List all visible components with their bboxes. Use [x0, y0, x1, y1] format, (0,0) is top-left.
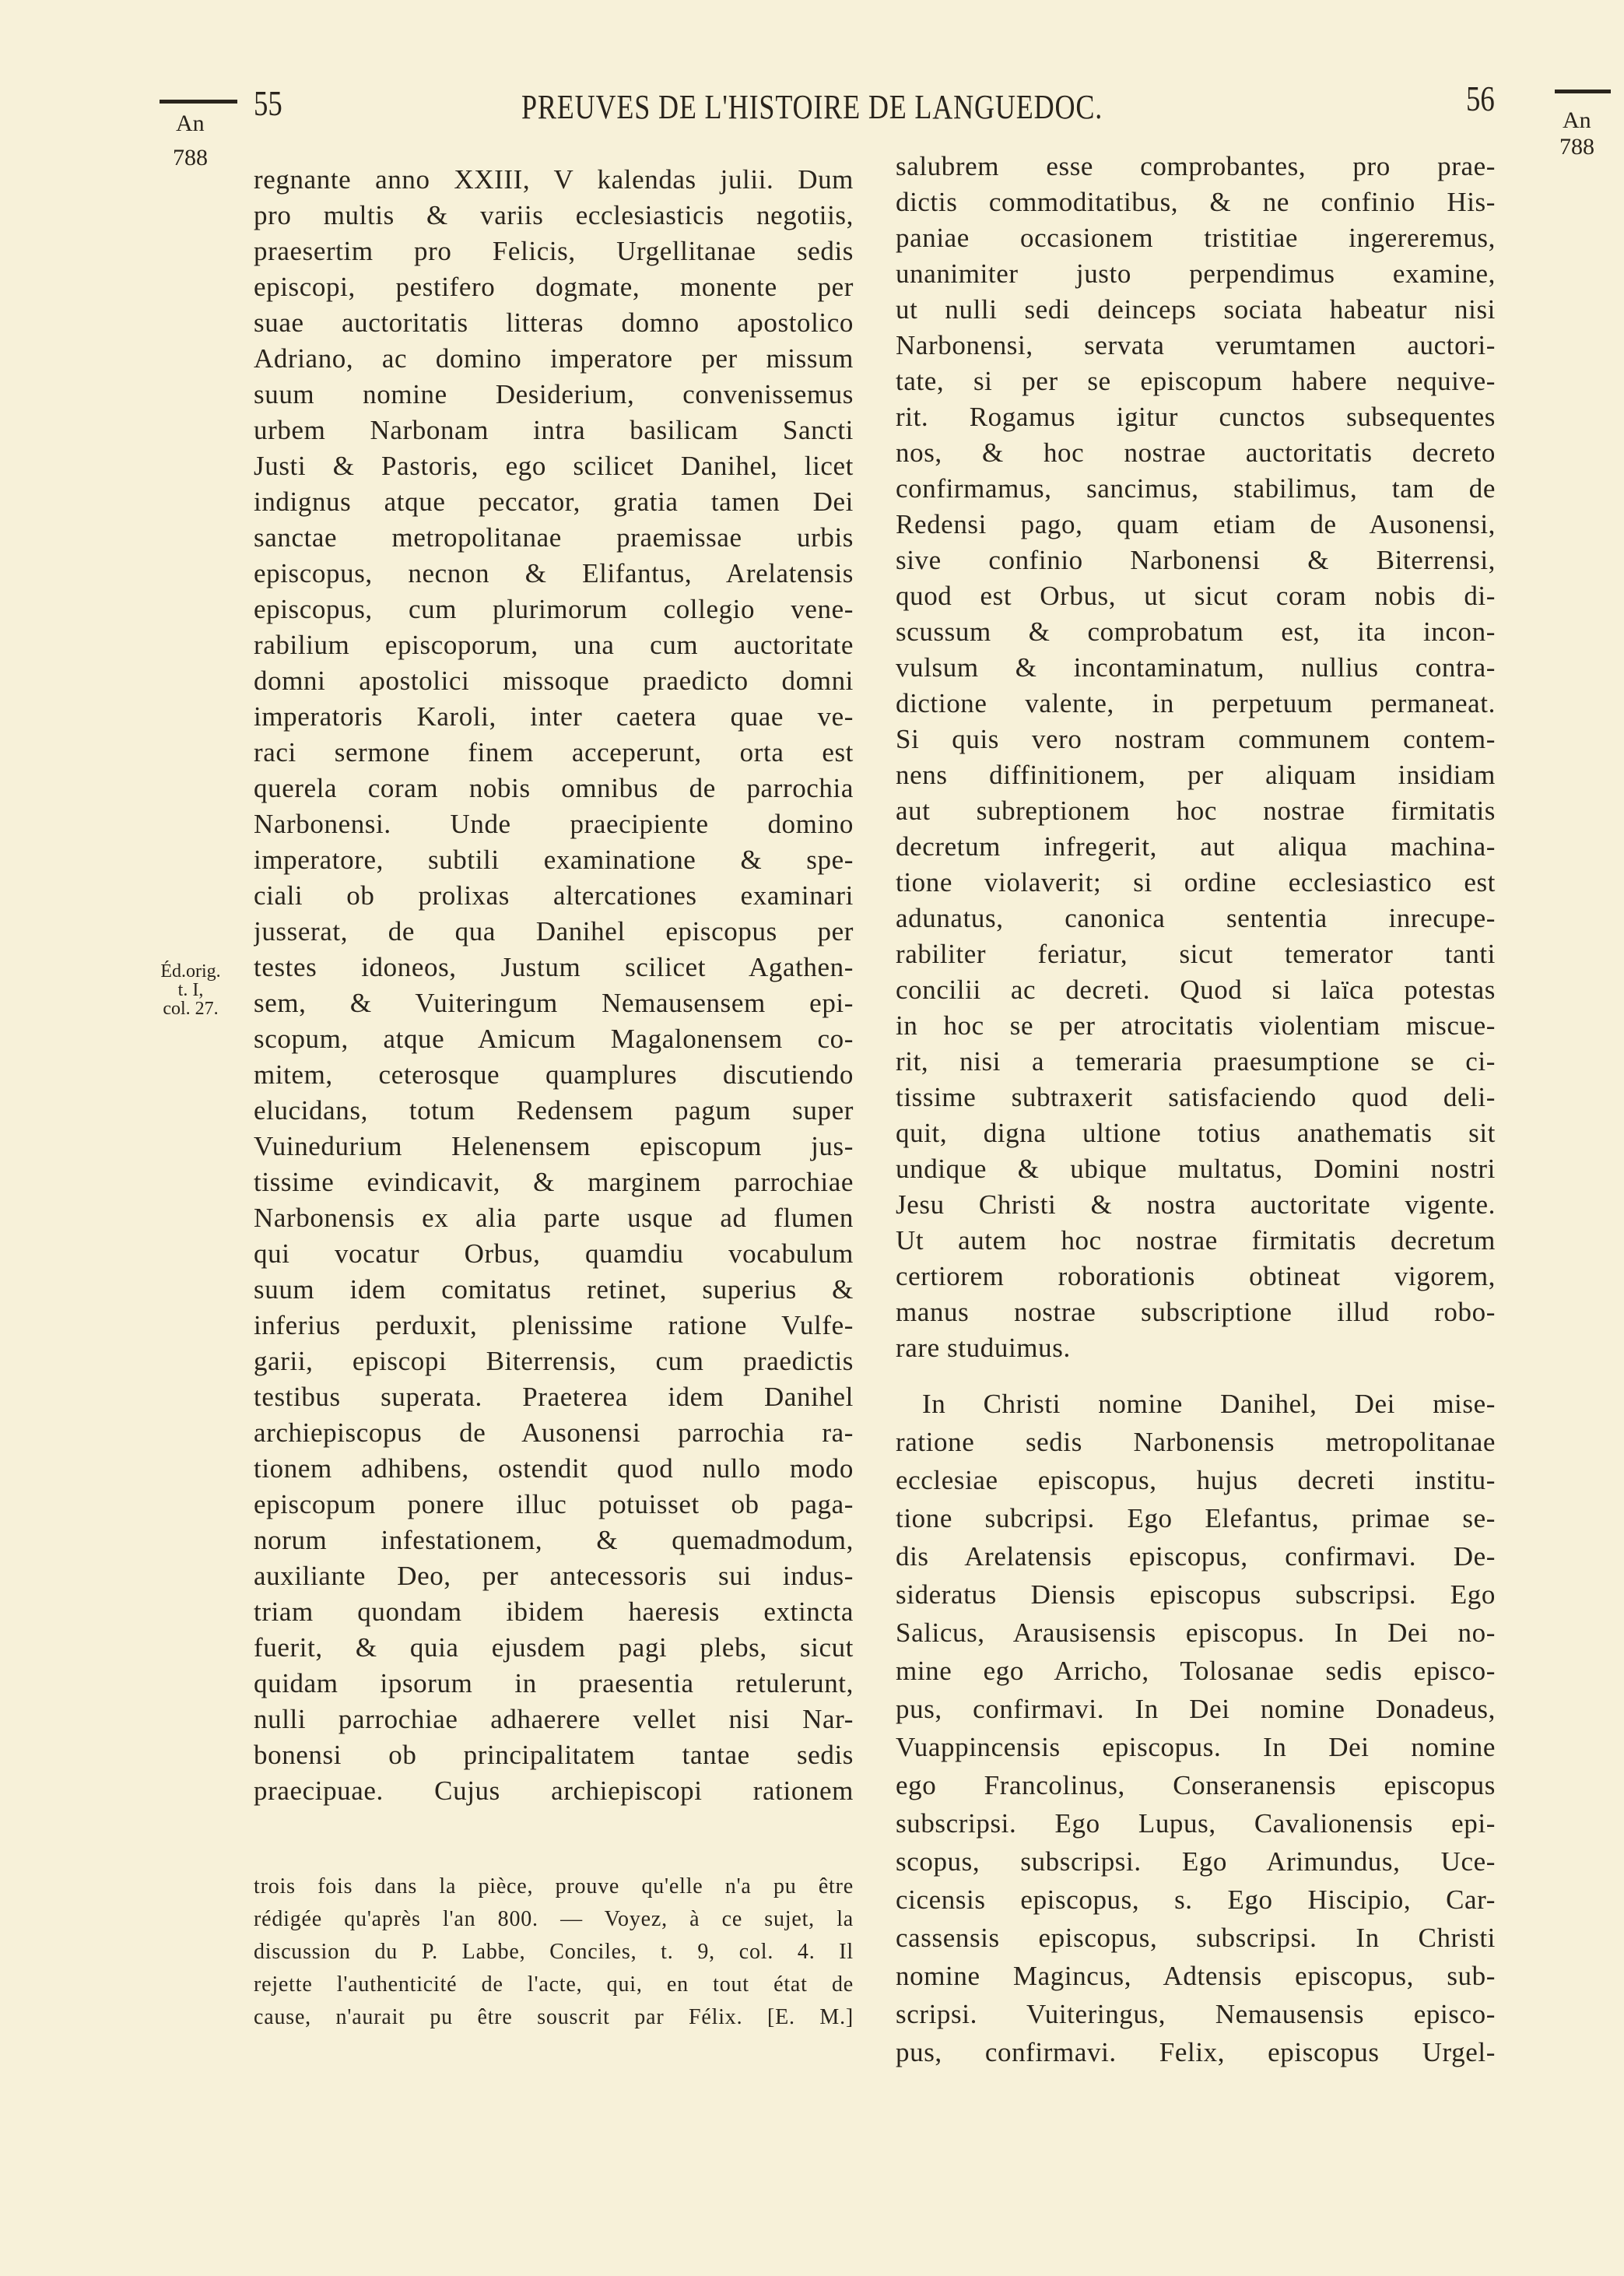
text-line: ratione sedis Narbonensis metropolitanae [896, 1427, 1496, 1457]
text-line: subscripsi. Ego Lupus, Cavalionensis epi- [896, 1808, 1496, 1839]
text-line: qui vocatur Orbus, quamdiu vocabulum [254, 1238, 854, 1269]
text-line: Narbonensis ex alia parte usque ad flumen [254, 1203, 854, 1233]
text-line: fuerit, & quia ejusdem pagi plebs, sicut [254, 1632, 854, 1663]
running-title-text: PREUVES DE L'HISTOIRE DE LANGUEDOC. [521, 88, 1103, 126]
text-line: episcopum ponere illuc potuisset ob paga- [254, 1489, 854, 1519]
text-line: Narbonensi. Unde praecipiente domino [254, 809, 854, 839]
text-line: jusserat, de qua Danihel episcopus per [254, 916, 854, 947]
running-title [0, 87, 1624, 127]
text-line: paniae occasionem tristitiae ingereremus, [896, 223, 1496, 253]
text-line: tione violaverit; si ordine ecclesiastico est [896, 867, 1496, 897]
text-line: ciali ob prolixas altercationes examinari [254, 880, 854, 911]
left-column-text [254, 162, 854, 1809]
text-line: norum infestationem, & quemadmodum, [254, 1525, 854, 1555]
text-line: ego Francolinus, Conseranensis episcopus [896, 1770, 1496, 1800]
text-line: rare studuimus. [896, 1333, 1071, 1363]
text-line: Narbonensi, servata verumtamen auctori- [896, 330, 1496, 360]
text-line: decretum infregerit, aut aliqua machina- [896, 831, 1496, 862]
text-line: rit, nisi a temeraria praesumptione se ci- [896, 1046, 1496, 1077]
text-line: Justi & Pastoris, ego scilicet Danihel, licet [254, 451, 854, 481]
text-line: auxiliante Deo, per antecessoris sui indus- [254, 1561, 854, 1591]
text-line: mine ego Arricho, Tolosanae sedis episco- [896, 1656, 1496, 1686]
text-line: aut subreptionem hoc nostrae firmitatis [896, 796, 1496, 826]
text-line: praecipuae. Cujus archiepiscopi rationem [254, 1775, 854, 1806]
text-line: indignus atque peccator, gratia tamen Dei [254, 486, 854, 517]
text-line: querela coram nobis omnibus de parrochia [254, 773, 854, 803]
text-line: tionem adhibens, ostendit quod nullo modo [254, 1453, 854, 1484]
text-line: dictione valente, in perpetuum permaneat. [896, 688, 1496, 718]
text-line: raci sermone finem acceperunt, orta est [254, 737, 854, 767]
text-line: in hoc se per atrocitatis violentiam miscue- [896, 1010, 1496, 1041]
text-line: rabilium episcoporum, una cum auctoritate [254, 630, 854, 660]
text-line: adunatus, canonica sententia inrecupe- [896, 903, 1496, 933]
text-line: certiorem roborationis obtineat vigorem, [896, 1261, 1496, 1291]
text-line: episcopi, pestifero dogmate, monente per [254, 272, 854, 302]
text-line: Adriano, ac domino imperatore per missum [254, 343, 854, 374]
text-line: urbem Narbonam intra basilicam Sancti [254, 415, 854, 445]
text-line: dis Arelatensis episcopus, confirmavi. De- [896, 1541, 1496, 1572]
text-line: cassensis episcopus, subscripsi. In Christi [896, 1923, 1496, 1953]
text-line: scopus, subscripsi. Ego Arimundus, Uce- [896, 1846, 1496, 1877]
text-line: nos, & hoc nostrae auctoritatis decreto [896, 437, 1496, 468]
text-line: ecclesiae episcopus, hujus decreti institu- [896, 1465, 1496, 1495]
text-line: tissime subtraxerit satisfaciendo quod deli- [896, 1082, 1496, 1112]
text-line: episcopus, necnon & Elifantus, Arelatensis [254, 558, 854, 588]
text-line: testibus superata. Praeterea idem Danihel [254, 1382, 854, 1412]
text-line: discussion du P. Labbe, Conciles, t. 9, col. 4. Il [254, 1940, 854, 1964]
margin-note-line: Éd.orig. [160, 961, 221, 982]
text-line: domni apostolici missoque praedicto domni [254, 666, 854, 696]
text-line: Salicus, Arausisensis episcopus. In Dei no- [896, 1617, 1496, 1648]
text-line: sanctae metropolitanae praemissae urbis [254, 522, 854, 553]
text-line: suae auctoritatis litteras domno apostolico [254, 307, 854, 338]
text-line: tissime evindicavit, & marginem parrochiae [254, 1167, 854, 1197]
text-line: nulli parrochiae adhaerere vellet nisi Nar- [254, 1704, 854, 1734]
text-line: sideratus Diensis episcopus subscripsi. Ego [896, 1579, 1496, 1610]
text-line: concilii ac decreti. Quod si laïca potestas [896, 975, 1496, 1005]
text-line: rejette l'authenticité de l'acte, qui, en tout état de [254, 1972, 854, 1997]
text-line: testes idoneos, Justum scilicet Agathen- [254, 952, 854, 982]
text-line: sive confinio Narbonensi & Biterrensi, [896, 545, 1496, 575]
text-line: episcopus, cum plurimorum collegio vene- [254, 594, 854, 624]
text-line: Vuinedurium Helenensem episcopum jus- [254, 1131, 854, 1161]
text-line: rit. Rogamus igitur cunctos subsequentes [896, 402, 1496, 432]
text-line: scripsi. Vuiteringus, Nemausensis episco- [896, 1999, 1496, 2029]
text-line: garii, episcopi Biterrensis, cum praedictis [254, 1346, 854, 1376]
right-margin-label: An [1563, 107, 1591, 133]
text-line: nens diffinitionem, per aliquam insidiam [896, 760, 1496, 790]
text-line: tione subcripsi. Ego Elefantus, primae se- [896, 1503, 1496, 1533]
right-column-paragraph-2 [896, 1385, 1496, 2071]
right-margin-year: 788 [1559, 134, 1594, 160]
text-line: In Christi nomine Danihel, Dei mise- [922, 1389, 1496, 1419]
margin-note-edition [148, 962, 233, 1018]
text-line: pus, confirmavi. Felix, episcopus Urgel- [896, 2037, 1496, 2067]
text-line: confirmamus, sancimus, stabilimus, tam de [896, 473, 1496, 504]
text-line: tate, si per se episcopum habere nequive- [896, 366, 1496, 396]
text-line: ut nulli sedi deinceps sociata habeatur nisi [896, 294, 1496, 325]
text-line: salubrem esse comprobantes, pro prae- [896, 151, 1496, 181]
text-line: quod est Orbus, ut sicut coram nobis di- [896, 581, 1496, 611]
text-line: rabiliter feriatur, sicut temerator tanti [896, 939, 1496, 969]
text-line: pro multis & variis ecclesiasticis negotiis, [254, 200, 854, 230]
text-line: Redensi pago, quam etiam de Ausonensi, [896, 509, 1496, 539]
text-line: mitem, ceterosque quamplures discutiendo [254, 1059, 854, 1090]
text-line: triam quondam ibidem haeresis extincta [254, 1596, 854, 1627]
text-line: pus, confirmavi. In Dei nomine Donadeus, [896, 1694, 1496, 1724]
text-line: praesertim pro Felicis, Urgellitanae sedis [254, 236, 854, 266]
text-line: nomine Magincus, Adtensis episcopus, sub- [896, 1961, 1496, 1991]
text-line: rédigée qu'après l'an 800. — Voyez, à ce sujet, la [254, 1907, 854, 1931]
margin-note-line: t. I, [177, 980, 204, 1000]
margin-note-line: col. 27. [163, 999, 219, 1019]
text-line: inferius perduxit, plenissime ratione Vulfe- [254, 1310, 854, 1340]
left-margin-label: An [176, 111, 205, 136]
text-line: Si quis vero nostram communem contem- [896, 724, 1496, 754]
text-line: cause, n'aurait pu être souscrit par Félix. [E. M.] [254, 2005, 854, 2029]
text-line: suum idem comitatus retinet, superius & [254, 1274, 854, 1305]
text-line: trois fois dans la pièce, prouve qu'elle n'a pu être [254, 1874, 854, 1898]
text-line: scopum, atque Amicum Magalonensem co- [254, 1024, 854, 1054]
text-line: dictis commoditatibus, & ne confinio His- [896, 187, 1496, 217]
text-line: archiepiscopus de Ausonensi parrochia ra- [254, 1417, 854, 1448]
text-line: quidam ipsorum in praesentia retulerunt, [254, 1668, 854, 1698]
text-line: cicensis episcopus, s. Ego Hiscipio, Car- [896, 1884, 1496, 1915]
text-line: sem, & Vuiteringum Nemausensem epi- [254, 988, 854, 1018]
footnote [254, 1870, 854, 2034]
text-line: Vuappincensis episcopus. In Dei nomine [896, 1732, 1496, 1762]
text-line: imperatore, subtili examinatione & spe- [254, 845, 854, 875]
text-line: Jesu Christi & nostra auctoritate vigente. [896, 1189, 1496, 1220]
left-page-number: 55 [254, 83, 282, 123]
text-line: undique & ubique multatus, Domini nostri [896, 1154, 1496, 1184]
text-line: suum nomine Desiderium, convenissemus [254, 379, 854, 409]
text-line: imperatoris Karoli, inter caetera quae ve- [254, 701, 854, 732]
text-line: quit, digna ultione totius anathematis sit [896, 1118, 1496, 1148]
right-page-number: 56 [1466, 79, 1495, 118]
text-line: regnante anno XXIII, V kalendas julii. Dum [254, 164, 854, 195]
text-line: scussum & comprobatum est, ita incon- [896, 616, 1496, 647]
right-column-paragraph-1 [896, 149, 1496, 1366]
left-margin-year: 788 [173, 145, 208, 170]
text-line: elucidans, totum Redensem pagum super [254, 1095, 854, 1126]
text-line: unanimiter justo perpendimus examine, [896, 258, 1496, 289]
text-line: manus nostrae subscriptione illud robo- [896, 1297, 1496, 1327]
text-line: vulsum & incontaminatum, nullius contra- [896, 652, 1496, 683]
text-line: Ut autem hoc nostrae firmitatis decretum [896, 1225, 1496, 1256]
text-line: bonensi ob principalitatem tantae sedis [254, 1740, 854, 1770]
